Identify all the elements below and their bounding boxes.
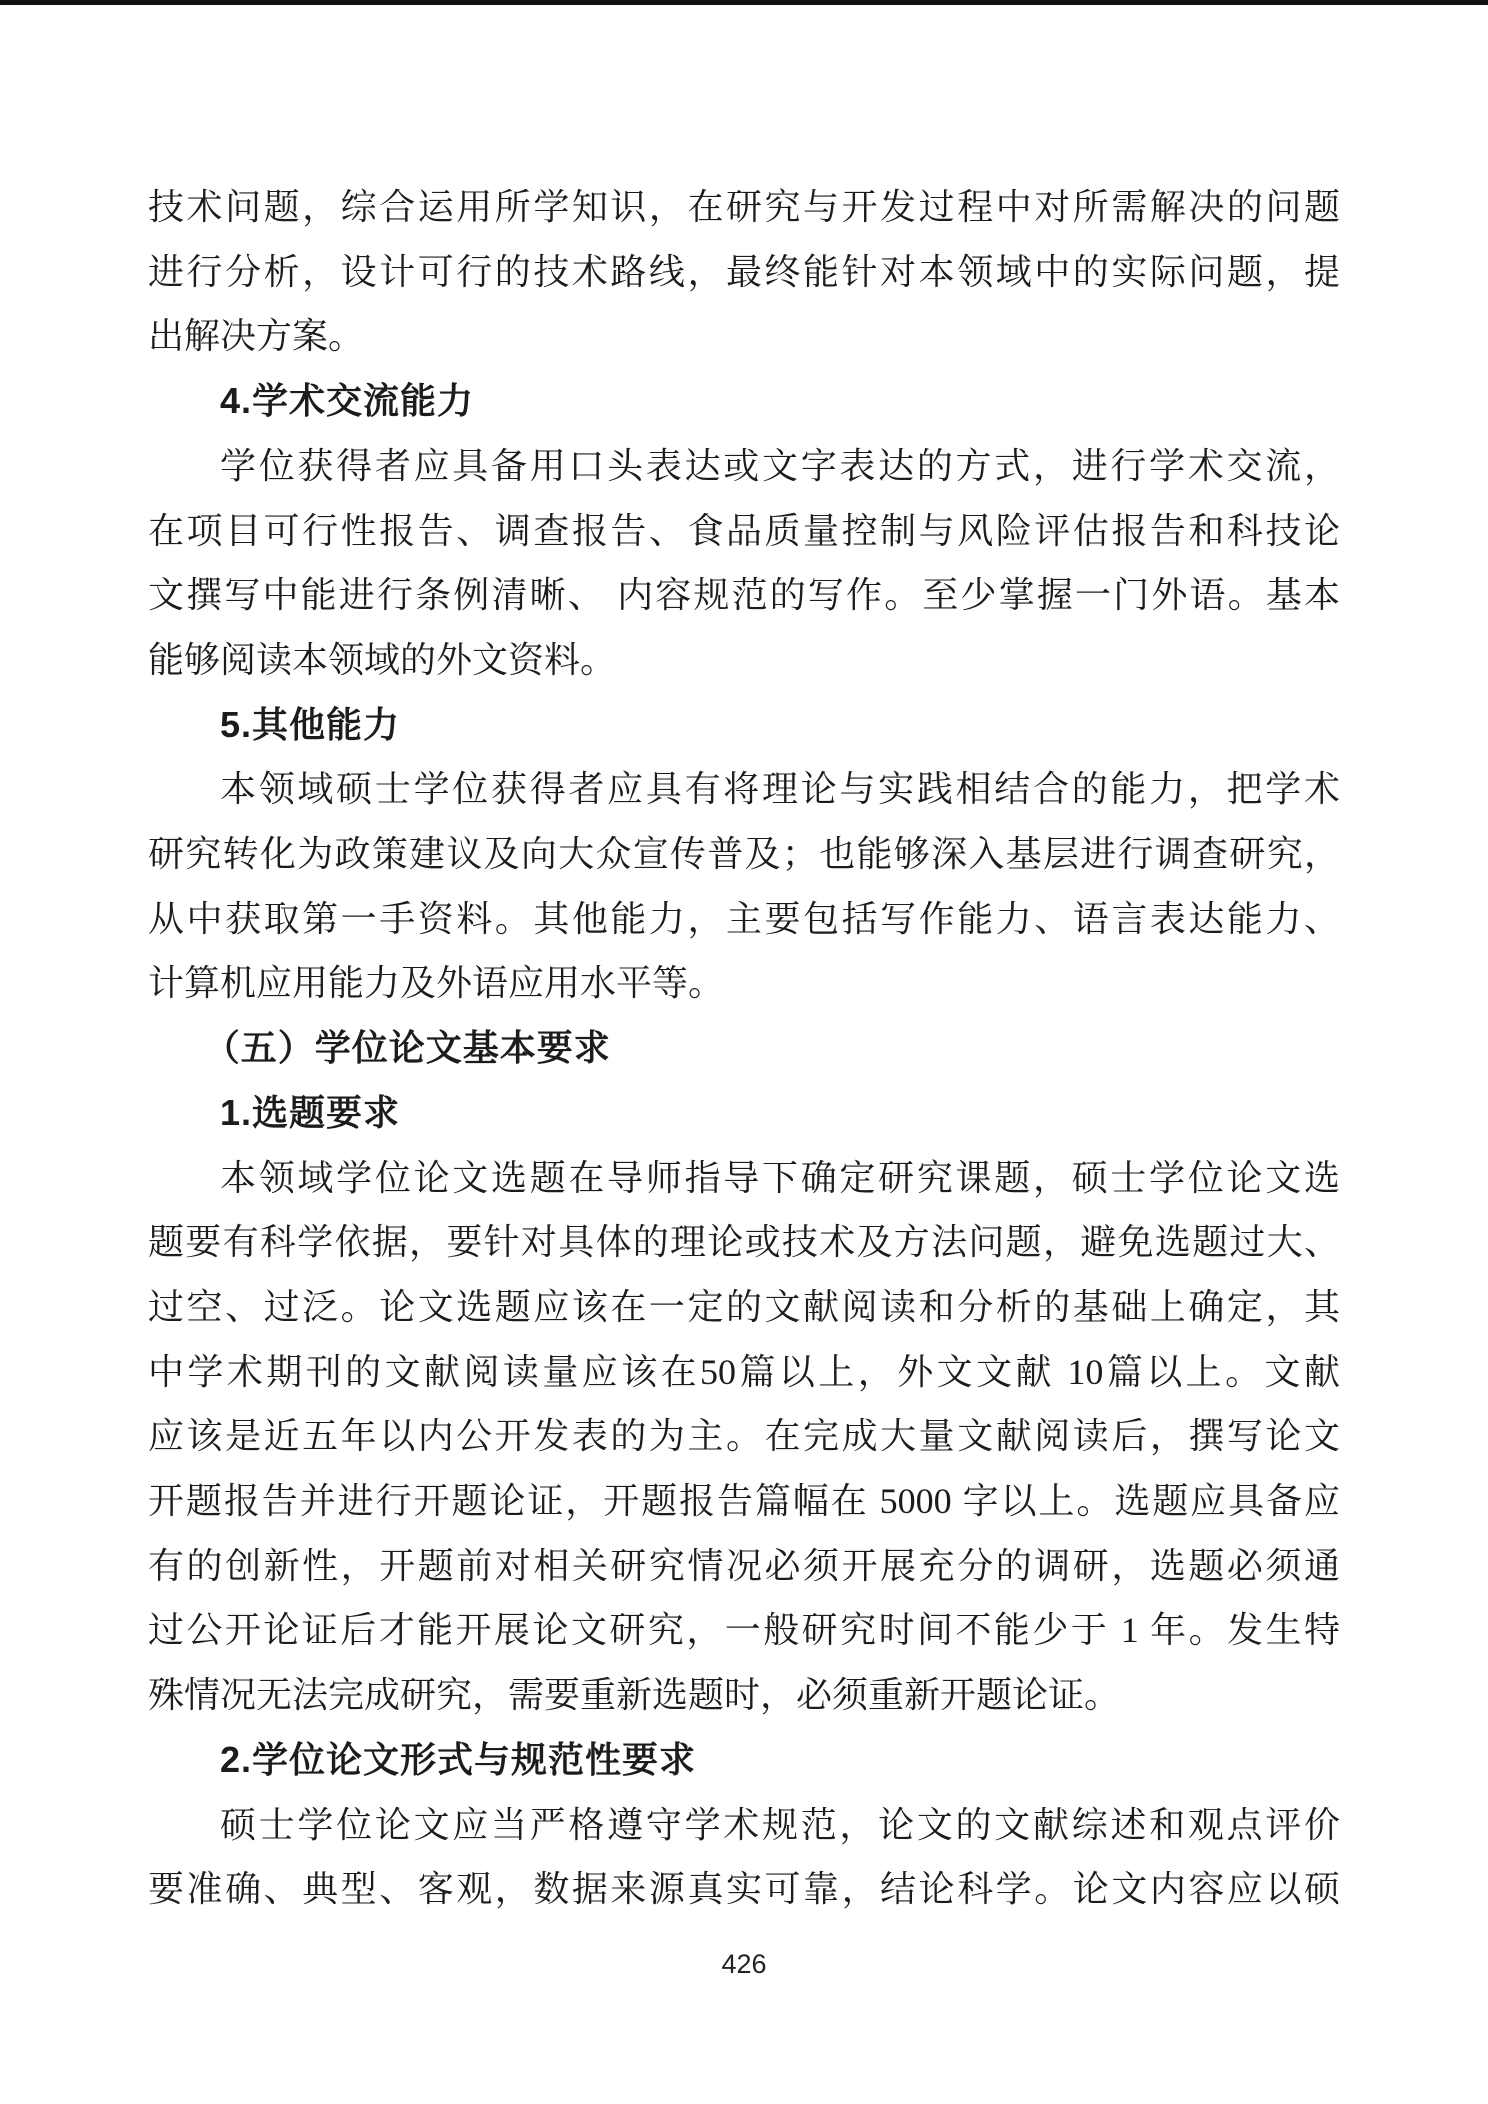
section-heading: 4.学术交流能力 xyxy=(220,380,475,422)
paragraph xyxy=(148,1146,1340,1728)
body-line: 硕士学位论文应当严格遵守学术规范，论文的文献综述和观点评价 xyxy=(220,1804,1340,1845)
body-line: 有的创新性，开题前对相关研究情况必须开展充分的调研，选题必须通 xyxy=(148,1545,1340,1586)
paragraph xyxy=(148,757,1340,1016)
body-line: 学位获得者应具备用口头表达或文字表达的方式，进行学术交流， xyxy=(220,445,1340,486)
body-line: 从中获取第一手资料。其他能力，主要包括写作能力、语言表达能力、 xyxy=(148,898,1340,939)
body-line: 本领域硕士学位获得者应具有将理论与实践相结合的能力，把学术 xyxy=(220,769,1340,810)
body-line: 要准确、典型、客观，数据来源真实可靠，结论科学。论文内容应以硕 xyxy=(148,1869,1340,1910)
body-line: 殊情况无法完成研究，需要重新选题时，必须重新开题论证。 xyxy=(148,1675,1121,1716)
body-line: 本领域学位论文选题在导师指导下确定研究课题，硕士学位论文选 xyxy=(220,1157,1340,1198)
body-line: 中学术期刊的文献阅读量应该在50篇以上，外文文献 10篇以上。文献 xyxy=(148,1351,1340,1392)
page-top-rule xyxy=(0,0,1488,5)
body-line: 文撰写中能进行条例清晰、 内容规范的写作。至少掌握一门外语。基本 xyxy=(148,575,1340,616)
body-line: 应该是近五年以内公开发表的为主。在完成大量文献阅读后，撰写论文 xyxy=(148,1416,1340,1457)
section-heading: （五）学位论文基本要求 xyxy=(203,1027,611,1069)
body-line: 计算机应用能力及外语应用水平等。 xyxy=(148,963,725,1004)
body-line: 过空、过泛。论文选题应该在一定的文献阅读和分析的基础上确定，其 xyxy=(148,1286,1340,1327)
section-heading: 1.选题要求 xyxy=(220,1091,401,1133)
body-line: 题要有科学依据，要针对具体的理论或技术及方法问题，避免选题过大、 xyxy=(148,1222,1340,1263)
body-line: 研究转化为政策建议及向大众宣传普及；也能够深入基层进行调查研究， xyxy=(148,834,1340,875)
paragraph xyxy=(148,1793,1340,1922)
paragraph xyxy=(148,434,1340,693)
paragraph xyxy=(148,175,1340,369)
body-line: 在项目可行性报告、调查报告、食品质量控制与风险评估报告和科技论 xyxy=(148,510,1340,551)
body-line: 技术问题，综合运用所学知识，在研究与开发过程中对所需解决的问题 xyxy=(148,187,1340,227)
section-heading: 5.其他能力 xyxy=(220,703,401,745)
body-line: 能够阅读本领域的外文资料。 xyxy=(148,639,617,680)
body-line: 开题报告并进行开题论证，开题报告篇幅在 5000 字以上。选题应具备应 xyxy=(148,1481,1340,1522)
body-line: 进行分析，设计可行的技术路线，最终能针对本领域中的实际问题，提 xyxy=(148,251,1340,292)
section-heading: 2.学位论文形式与规范性要求 xyxy=(220,1738,697,1780)
page-number: 426 xyxy=(721,1949,767,1979)
body-line: 过公开论证后才能开展论文研究，一般研究时间不能少于 1 年。发生特 xyxy=(148,1610,1340,1651)
body-line: 出解决方案。 xyxy=(148,316,365,357)
